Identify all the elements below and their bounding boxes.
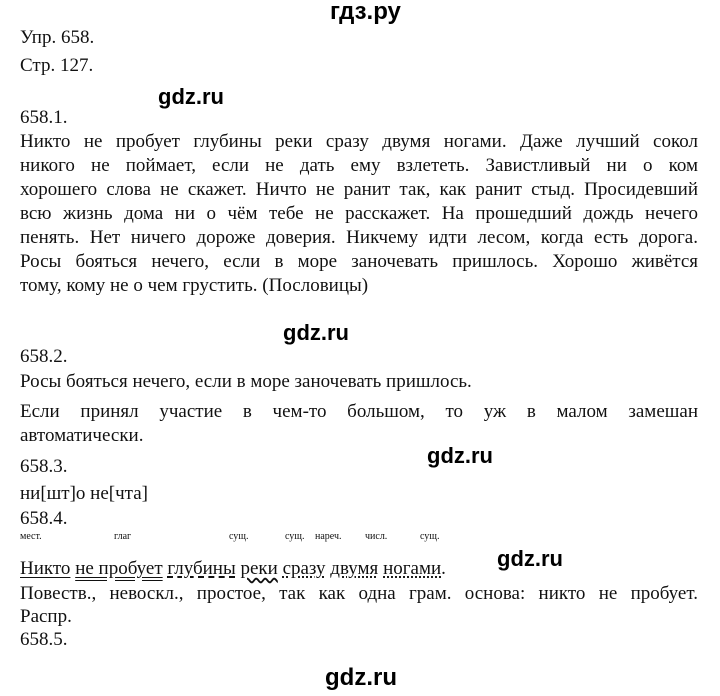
paragraph-line: автоматически.: [20, 425, 144, 446]
section-number: 658.2.: [20, 346, 68, 367]
paragraph-line: хорошего слова не скажет. Ничто не ранит так, как ранит стыд. Просидевший: [20, 179, 698, 200]
paragraph-line: тому, кому не о чем грустить. (Пословицы): [20, 275, 369, 296]
watermark: gdz.ru: [158, 84, 224, 109]
transcription: ни[шт]о не[чта]: [20, 483, 148, 504]
watermark-bottom: gdz.ru: [325, 664, 397, 691]
pos-tag: мест.: [20, 531, 42, 542]
paragraph-line: Если принял участие в чем-то большом, то уж в малом замешан: [20, 401, 698, 422]
predicate-word: не пробует: [75, 558, 163, 579]
paragraph-line: всю жизнь дома ни о чём тебе не расскажет. На прошедший дождь нечего: [20, 203, 698, 224]
section-number: 658.3.: [20, 456, 68, 477]
sentence-end: .: [441, 558, 446, 579]
paragraph-line: Повеств., невоскл., простое, так как одна грам. основа: никто не пробует.: [20, 583, 698, 604]
adverbial-word: ногами: [383, 558, 442, 579]
paragraph-line: Никто не пробует глубины реки сразу двумя ногами. Даже лучший сокол: [20, 131, 698, 152]
attribute-word: реки: [240, 558, 278, 579]
paragraph-line: пенять. Нет ничего дороже доверия. Никчему идти лесом, когда есть дорога.: [20, 227, 698, 248]
adverbial-word: двумя: [330, 558, 379, 579]
watermark: gdz.ru: [283, 320, 349, 345]
pos-tag: нареч.: [315, 531, 342, 542]
watermark: gdz.ru: [427, 443, 493, 468]
pos-tag: числ.: [365, 531, 388, 542]
part-of-speech-tags: [0, 531, 720, 545]
proverbs-paragraph: [20, 130, 698, 298]
pos-tag: глаг: [114, 531, 132, 542]
object-word: глубины: [167, 558, 236, 579]
parsed-sentence: [20, 557, 446, 581]
adverbial-word: сразу: [282, 558, 326, 579]
section-number: 658.5.: [20, 629, 68, 650]
page-number: Стр. 127.: [20, 55, 94, 76]
text-line: Росы бояться нечего, если в море заночевать пришлось.: [20, 371, 472, 392]
text-paragraph: [20, 400, 698, 448]
section-number: 658.1.: [20, 107, 68, 128]
analysis-paragraph: [20, 582, 698, 606]
section-number: 658.4.: [20, 508, 68, 529]
subject-word: Никто: [20, 558, 71, 579]
analysis-extra: Распр.: [20, 606, 72, 627]
exercise-number: Упр. 658.: [20, 27, 95, 48]
watermark: gdz.ru: [497, 546, 563, 571]
pos-tag: сущ.: [420, 531, 440, 542]
paragraph-line: Росы бояться нечего, если в море заночевать пришлось. Хорошо живётся: [20, 251, 698, 272]
watermark-top: гдз.ру: [330, 0, 401, 25]
pos-tag: сущ.: [285, 531, 305, 542]
paragraph-line: никого не поймает, если не дать ему взлететь. Завистливый ни о ком: [20, 155, 698, 176]
pos-tag: сущ.: [229, 531, 249, 542]
